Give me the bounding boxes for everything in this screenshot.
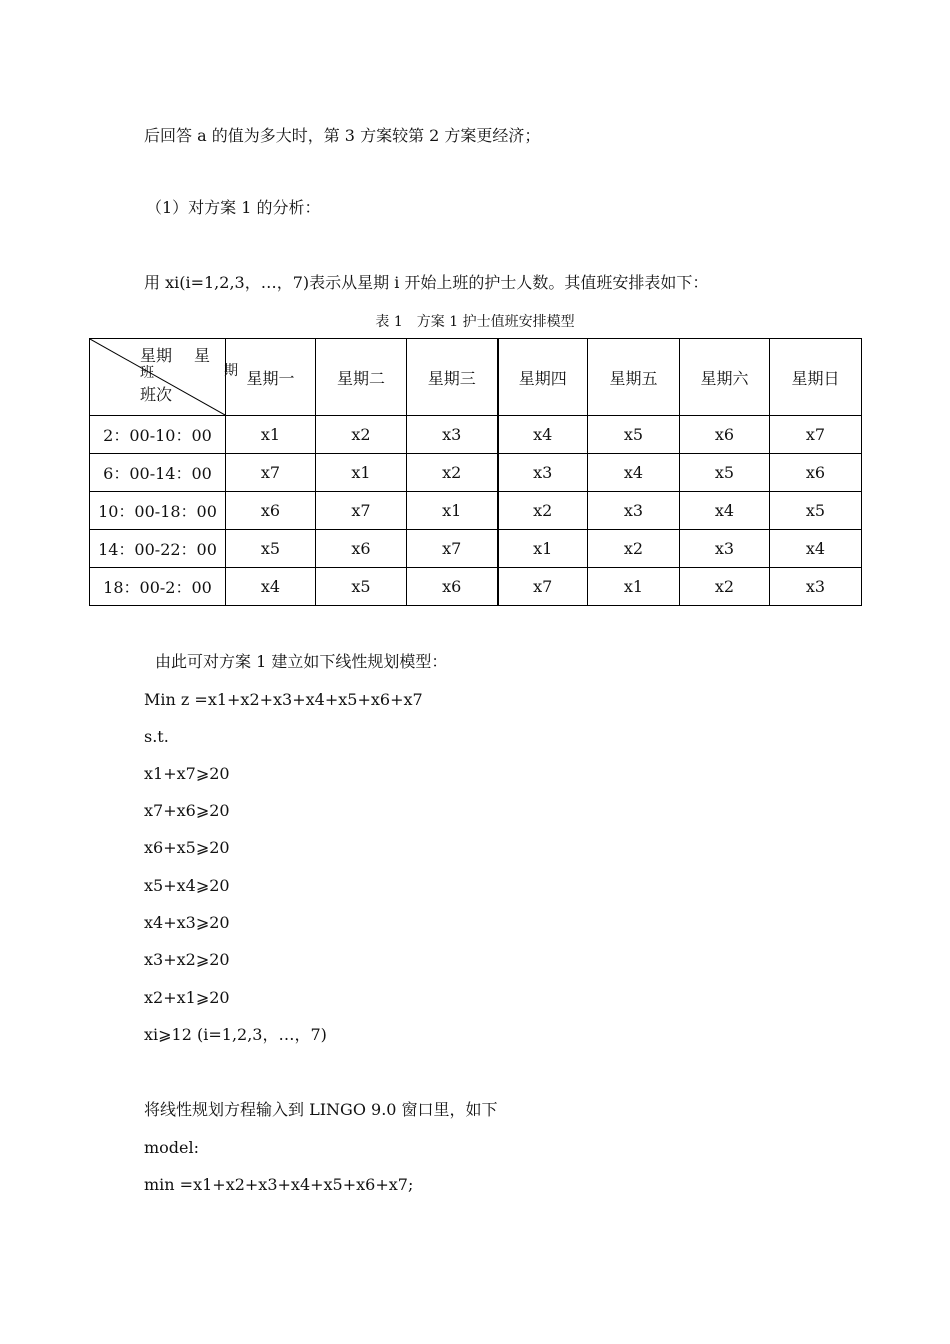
table-cell: x5 [316,568,407,606]
constraint-line: x6+x5⩾20 [144,838,230,857]
table-corner-cell [90,339,238,416]
shift-cell: 14：00-22：00 [90,530,226,568]
shift-cell: 18：00-2：00 [90,568,226,606]
table-cell: x5 [770,492,862,530]
table-cell: x7 [407,530,498,568]
table-row [90,568,862,606]
table-cell: x5 [226,530,316,568]
table-cell: x1 [498,530,588,568]
table-cell: x6 [770,454,862,492]
table-cell: x2 [316,416,407,454]
table-cell: x1 [407,492,498,530]
lingo-model-label: model: [144,1138,200,1157]
table-cell: x3 [588,492,680,530]
corner-label-shift: 班次 [140,385,173,404]
table-cell: x4 [588,454,680,492]
constraint-line: x5+x4⩾20 [144,876,230,895]
table-cell: x6 [226,492,316,530]
corner-label-week-overflow: 期 [224,363,238,379]
header-day-3: 星期三 [407,339,498,416]
table-cell: x2 [498,492,588,530]
shift-cell: 6：00-14：00 [90,454,226,492]
schedule-table [89,338,862,606]
table-cell: x1 [226,416,316,454]
constraint-line: x7+x6⩾20 [144,801,230,820]
table-cell: x7 [316,492,407,530]
header-day-4: 星期四 [498,339,588,416]
table-cell: x7 [226,454,316,492]
header-day-2: 星期二 [316,339,407,416]
table-cell: x3 [770,568,862,606]
table-cell: x2 [588,530,680,568]
table-row [90,454,862,492]
corner-label-week-part: 星 [194,346,211,365]
table-cell: x3 [407,416,498,454]
constraint-line: x4+x3⩾20 [144,913,230,932]
shift-cell: 10：00-18：00 [90,492,226,530]
table-cell: x6 [407,568,498,606]
lingo-intro: 将线性规划方程输入到 LINGO 9.0 窗口里，如下 [144,1100,498,1119]
table-cell: x3 [498,454,588,492]
table-header-row [90,339,862,416]
model-intro: 由此可对方案 1 建立如下线性规划模型： [155,652,448,671]
table-cell: x7 [770,416,862,454]
table-cell: x4 [498,416,588,454]
table-cell: x4 [770,530,862,568]
constraint-line: x2+x1⩾20 [144,988,230,1007]
lingo-min-line: min =x1+x2+x3+x4+x5+x6+x7; [144,1175,414,1194]
table-cell: x2 [407,454,498,492]
constraint-line: xi⩾12 (i=1,2,3，…，7) [144,1025,327,1044]
paragraph-plan1-heading: （1）对方案 1 的分析： [146,198,321,217]
constraint-line: x1+x7⩾20 [144,764,230,783]
constraint-line: x3+x2⩾20 [144,950,230,969]
header-day-1: 星期一 [226,339,316,416]
table-cell: x5 [588,416,680,454]
table-cell: x4 [680,492,770,530]
table-row [90,492,862,530]
table-cell: x1 [316,454,407,492]
table-cell: x3 [680,530,770,568]
table-caption: 表 1 方案 1 护士值班安排模型 [375,314,575,330]
table-cell: x6 [680,416,770,454]
corner-label-shift-part: 班 [140,365,154,381]
paragraph-variable-definition: 用 xi(i=1,2,3，…，7)表示从星期 i 开始上班的护士人数。其值班安排表如下： [144,273,709,292]
table-row [90,530,862,568]
objective-function: Min z =x1+x2+x3+x4+x5+x6+x7 [144,690,423,709]
shift-cell: 2：00-10：00 [90,416,226,454]
header-day-7: 星期日 [770,339,862,416]
table-row [90,416,862,454]
table-cell: x2 [680,568,770,606]
table-cell: x5 [680,454,770,492]
header-day-5: 星期五 [588,339,680,416]
paragraph-answer-a: 后回答 a 的值为多大时，第 3 方案较第 2 方案更经济； [144,126,541,145]
subject-to-label: s.t. [144,727,169,746]
header-day-6: 星期六 [680,339,770,416]
table-cell: x4 [226,568,316,606]
table-cell: x1 [588,568,680,606]
corner-label-week: 星期 [140,346,173,365]
table-body [90,416,862,606]
table-cell: x7 [498,568,588,606]
table-cell: x6 [316,530,407,568]
